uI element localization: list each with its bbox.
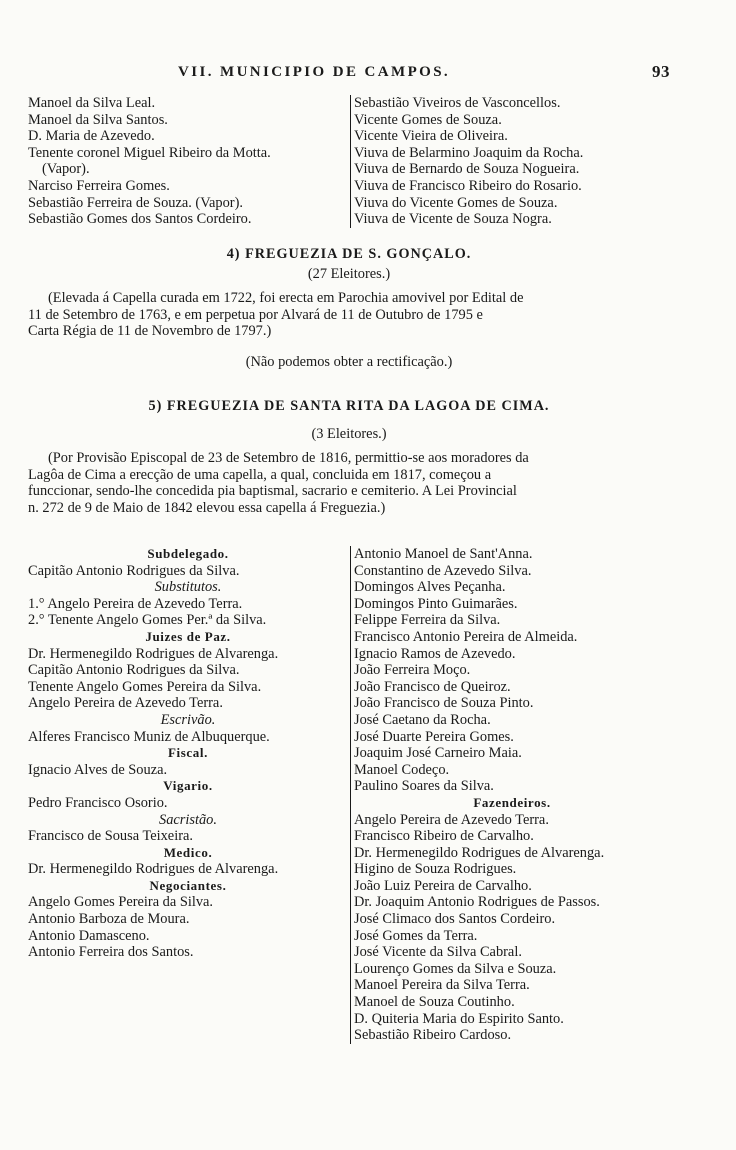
paragraph-line: (Elevada á Capella curada em 1722, foi erecta em Parochia amovivel por Edital de xyxy=(48,290,524,306)
list-item: Vicente Vieira de Oliveira. xyxy=(354,128,508,145)
section-4-note: (Não podemos obter a rectificação.) xyxy=(245,353,453,370)
paragraph-line: funccionar, sendo-lhe concedida pia baptismal, sacrario e cemiterio. A Lei Provincial xyxy=(28,483,517,500)
section-5-electors: (3 Eleitores.) xyxy=(311,426,387,442)
roster-entry: Francisco de Sousa Teixeira. xyxy=(28,828,193,845)
list-item: Viuva de Belarmino Joaquim da Rocha. xyxy=(354,144,584,161)
roster-entry: José Climaco dos Santos Cordeiro. xyxy=(354,911,556,928)
roster-category-heading: Sacristão. xyxy=(159,811,217,828)
roster-entry: José Caetano da Rocha. xyxy=(354,711,491,728)
roster-entry: João Ferreira Moço. xyxy=(354,662,471,679)
roster-entry: João Francisco de Souza Pinto. xyxy=(354,695,534,712)
roster-entry: Higino de Souza Rodrigues. xyxy=(354,861,517,878)
roster-entry: Tenente Angelo Gomes Pereira da Silva. xyxy=(28,678,262,695)
list-item: Manoel da Silva Leal. xyxy=(28,95,156,111)
list-item: Viuva de Francisco Ribeiro do Rosario. xyxy=(354,177,582,194)
paragraph-line: Lagôa de Cima a erecção de uma capella, a qual, concluida em 1817, começou a xyxy=(28,466,492,483)
page-header xyxy=(28,64,670,86)
roster-entry: Capitão Antonio Rodrigues da Silva. xyxy=(28,562,240,579)
list-item: Viuva de Vicente de Souza Nogra. xyxy=(354,211,552,228)
section-5-heading: 5) FREGUEZIA DE SANTA RITA DA LAGOA DE CIMA. xyxy=(148,398,550,414)
roster-entry: Constantino de Azevedo Silva. xyxy=(354,562,532,579)
list-item: Narciso Ferreira Gomes. xyxy=(28,177,170,194)
roster-entry: Lourenço Gomes da Silva e Souza. xyxy=(354,960,557,977)
roster-category-heading: Fiscal. xyxy=(168,745,208,761)
roster-entry: Antonio Damasceno. xyxy=(28,927,150,944)
top-list-left xyxy=(28,95,350,228)
roster-entry: 1.° Angelo Pereira de Azevedo Terra. xyxy=(28,595,243,612)
roster-entry: Dr. Hermenegildo Rodrigues de Alvarenga. xyxy=(28,645,279,662)
roster-category-heading: Medico. xyxy=(163,844,213,860)
roster-entry: Felippe Ferreira da Silva. xyxy=(354,612,501,629)
roster-entry: Manoel Codeço. xyxy=(354,761,450,778)
roster-entry: Alferes Francisco Muniz de Albuquerque. xyxy=(28,728,270,745)
roster-entry: Dr. Joaquim Antonio Rodrigues de Passos. xyxy=(354,894,600,911)
paragraph-line: n. 272 de 9 de Maio de 1842 elevou essa capella á Freguezia.) xyxy=(28,499,386,516)
roster-entry: Antonio Manoel de Sant'Anna. xyxy=(354,546,533,562)
roster-entry: Dr. Hermenegildo Rodrigues de Alvarenga. xyxy=(354,844,605,861)
roster-category-heading: Fazendeiros. xyxy=(473,794,551,810)
roster-entry: Joaquim José Carneiro Maia. xyxy=(354,745,522,762)
top-list-right xyxy=(350,95,670,228)
roster-entry: Angelo Pereira de Azevedo Terra. xyxy=(28,695,223,712)
list-item: Viuva do Vicente Gomes de Souza. xyxy=(354,194,558,211)
roster-entry: João Francisco de Queiroz. xyxy=(354,678,511,695)
list-item: Vicente Gomes de Souza. xyxy=(354,111,502,128)
page-number: 93 xyxy=(652,62,670,81)
roster-category-heading: Subdelegado. xyxy=(147,546,229,561)
roster-right-column xyxy=(350,546,670,1044)
roster-entry: Dr. Hermenegildo Rodrigues de Alvarenga. xyxy=(28,861,279,878)
roster-entry: Ignacio Ramos de Azevedo. xyxy=(354,645,516,662)
roster-entry: João Luiz Pereira de Carvalho. xyxy=(354,877,532,894)
roster-category-heading: Vigario. xyxy=(163,778,213,794)
running-title: VII. MUNICIPIO DE CAMPOS. xyxy=(178,64,451,80)
roster-entry: Manoel de Souza Coutinho. xyxy=(354,994,515,1011)
section-4-electors: (27 Eleitores.) xyxy=(307,266,391,282)
list-item: Sebastião Gomes dos Santos Cordeiro. xyxy=(28,211,252,228)
paragraph-line: (Por Provisão Episcopal de 23 de Setembro de 1816, permittio-se aos moradores da xyxy=(48,450,529,466)
roster-entry: Domingos Alves Peçanha. xyxy=(354,579,506,596)
roster-entry: 2.° Tenente Angelo Gomes Per.ª da Silva. xyxy=(28,612,267,629)
roster-entry: Angelo Gomes Pereira da Silva. xyxy=(28,894,214,911)
roster-entry: Francisco Antonio Pereira de Almeida. xyxy=(354,628,578,645)
roster-entry: Capitão Antonio Rodrigues da Silva. xyxy=(28,662,240,679)
roster-entry: D. Quiteria Maria do Espirito Santo. xyxy=(354,1010,564,1027)
roster-entry: Sebastião Ribeiro Cardoso. xyxy=(354,1027,512,1044)
roster-entry: Ignacio Alves de Souza. xyxy=(28,761,168,778)
section-5-paragraph xyxy=(28,450,670,516)
paragraph-line: 11 de Setembro de 1763, e em perpetua por Alvará de 11 de Outubro de 1795 e xyxy=(28,306,483,323)
list-item: Manoel da Silva Santos. xyxy=(28,111,168,128)
roster-entry: Antonio Ferreira dos Santos. xyxy=(28,944,194,961)
roster-entry: José Vicente da Silva Cabral. xyxy=(354,944,522,961)
roster-category-heading: Substitutos. xyxy=(154,579,222,596)
roster-entry: José Gomes da Terra. xyxy=(354,927,478,944)
section-4 xyxy=(28,246,670,376)
roster-entry: Antonio Barboza de Moura. xyxy=(28,911,190,928)
roster-category-heading: Negociantes. xyxy=(149,877,227,893)
roster-entry: Angelo Pereira de Azevedo Terra. xyxy=(354,811,549,828)
list-item: (Vapor). xyxy=(42,161,90,178)
paragraph-line: Carta Régia de 11 de Novembro de 1797.) xyxy=(28,323,272,340)
list-item: D. Maria de Azevedo. xyxy=(28,128,155,145)
roster-entry: José Duarte Pereira Gomes. xyxy=(354,728,514,745)
roster-entry: Manoel Pereira da Silva Terra. xyxy=(354,977,530,994)
roster-entry: Francisco Ribeiro de Carvalho. xyxy=(354,828,534,845)
roster-entry: Domingos Pinto Guimarães. xyxy=(354,595,518,612)
section-4-heading: 4) FREGUEZIA DE S. GONÇALO. xyxy=(226,246,472,262)
section-4-paragraph xyxy=(28,290,670,340)
roster-entry: Paulino Soares da Silva. xyxy=(354,778,494,795)
roster-left-column xyxy=(28,546,350,1044)
roster-category-heading: Juizes de Paz. xyxy=(145,628,231,644)
list-item: Viuva de Bernardo de Souza Nogueira. xyxy=(354,161,580,178)
list-item: Sebastião Viveiros de Vasconcellos. xyxy=(354,95,561,111)
roster-category-heading: Escrivão. xyxy=(160,711,216,728)
section-5 xyxy=(28,398,670,516)
roster-entry: Pedro Francisco Osorio. xyxy=(28,794,168,811)
list-item: Sebastião Ferreira de Souza. (Vapor). xyxy=(28,194,243,211)
list-item: Tenente coronel Miguel Ribeiro da Motta. xyxy=(28,144,271,161)
